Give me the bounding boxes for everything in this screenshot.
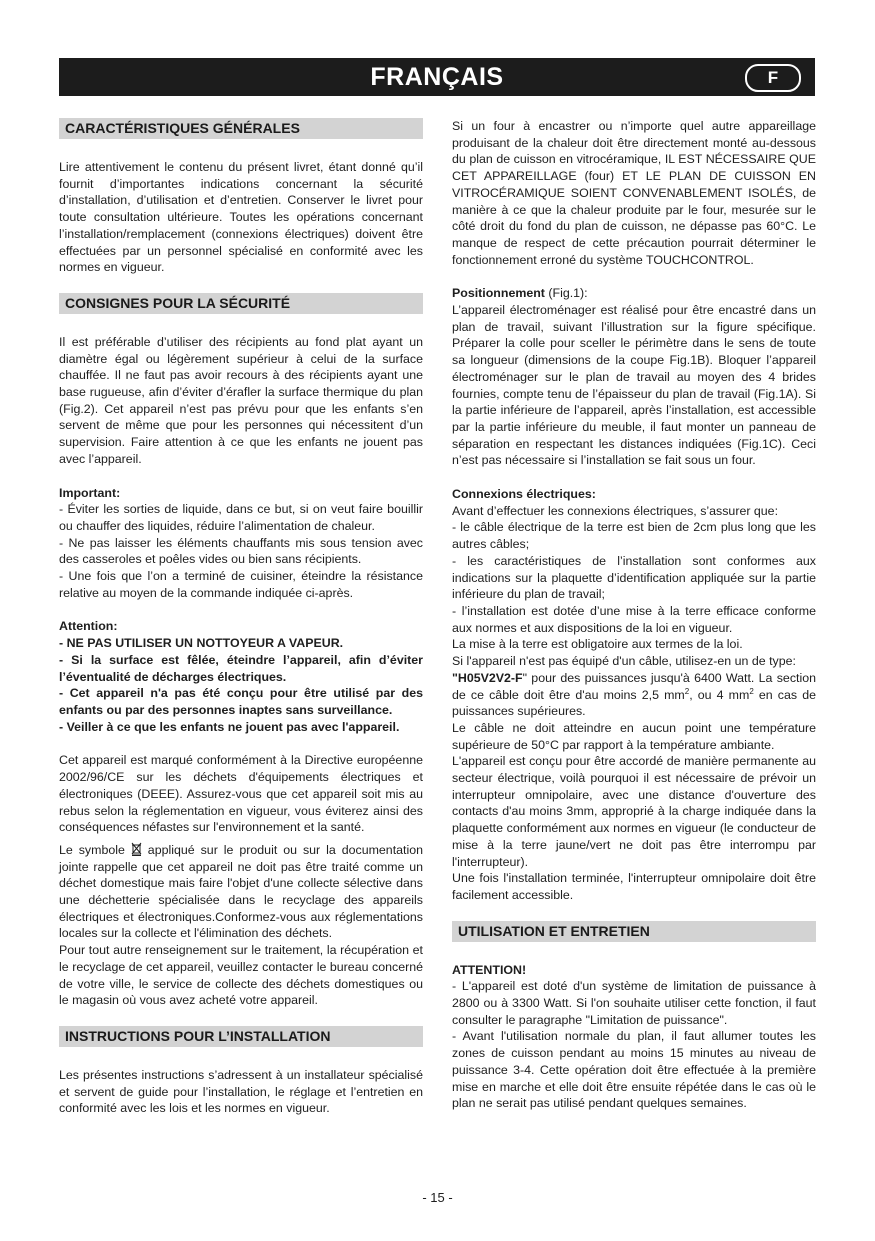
important-item-1: - Éviter les sorties de liquide, dans ce but, si on veut faire bouillir ou chauffer des liquides, réduire l’alimentation de chaleur. <box>59 502 423 533</box>
electrical-line-3: - les caractéristiques de l’installation sont conformes aux indications sur la plaquette d’identification appliquée sur la partie inférieure du plan de travail; <box>452 553 816 602</box>
electrical-line-5: La mise à la terre est obligatoire aux termes de la loi. <box>452 637 743 652</box>
right-column <box>452 118 816 1112</box>
positioning-paragraph: L’appareil électroménager est réalisé pour être encastré dans un plan de travail, suivant l’illustration sur la figure spécifique. Préparer la colle pour sceller le périmètre dans le sens de toute sa longueur (dimensions de la coupe Fig.1B). Bloquer l’appareil électroménager sur le plan de travail au moyen des 4 brides fournies, compte tenu de l’épaisseur du plan de travail (Fig.1A). Si la partie inférieure de l’appareil, après l’installation, est accessible par la partie inférieure du meuble, il faut monter un panneau de séparation en respectant les distances indiquées (Fig.1C). Ceci n’est pas nécessaire si l’installation se fait sous un four. <box>452 303 816 468</box>
safety-paragraph: Il est préférable d’utiliser des récipients au fond plat ayant un diamètre égal ou légèrement supérieur à celui de la surface chauffée. Il ne faut pas avoir recours à des récipients ayant une base rugueuse, afin d’éviter d’érafler la surface thermique du plan (Fig.2). Cet appareil n’est pas prévu pour que les enfants s’en servent de même que pour les personnes qui nécessitent d’un supervision. Faire attention à ce que les enfants ne jouent pas avec l’appareil. <box>59 334 423 466</box>
installation-paragraph: Les présentes instructions s’adressent à un installateur spécialisé et servent de guide pour l’installation, le réglage et l’entretien en conformité avec les lois et les normes en vigueur. <box>59 1067 423 1116</box>
general-paragraph: Lire attentivement le contenu du présent livret, étant donné qu’il fournit d’importantes indications concernant la sécurité d’installation, d’utilisation et d’entretien. Conserver le livret pour toute consultation ultérieure. Toutes les opérations concernant l’installation/remplacement (connexions électriques) doivent être effectuées par un personnel spécialisé en conformité avec les normes en vigueur. <box>59 160 423 275</box>
positioning-heading: Positionnement (Fig.1): <box>452 286 588 301</box>
attention-item-2: - Si la surface est fêlée, éteindre l’appareil, afin d’éviter l’éventualité de décharges électriques. <box>59 652 423 684</box>
electrical-heading: Connexions électriques: <box>452 487 596 502</box>
electrical-line-9: Une fois l'installation terminée, l'interrupteur omnipolaire doit être facilement accessible. <box>452 871 816 902</box>
page-title: FRANÇAIS <box>370 63 504 91</box>
important-item-2: - Ne pas laisser les éléments chauffants mis sous tension avec des casseroles et poêles vides ou bien sans récipients. <box>59 535 423 567</box>
deee-paragraph: Cet appareil est marqué conformément à la Directive européenne 2002/96/CE sur les déchets d'équipements électriques et électroniques (DEEE). Assurez-vous que cet appareil soit mis au rebus selon la réglementation en vigueur, vous éviterez ainsi des conséquences néfastes sur l'environnement et la santé. <box>59 753 423 835</box>
electrical-line-8: L'appareil est conçu pour être accordé de manière permanente au secteur électrique, voilà pourquoi il est nécessaire de prévoir un interrupteur omnipolaire, avec une distance d'ouverture des contacts d'au moins 3mm, approprié à la charge indiquée dans la plaquette conformément aux normes en vigueur (le conducteur de mise à la terre jaune/vert ne doit pas être interrompu par l'interrupteur). <box>452 754 816 869</box>
section-header-installation: INSTRUCTIONS POUR L’INSTALLATION <box>59 1026 423 1047</box>
attention-item-3: - Cet appareil n'a pas été conçu pour être utilisé par des enfants ou par des personnes inaptes sans surveillance. <box>59 686 423 717</box>
electrical-line-1: Avant d’effectuer les connexions électriques, s’assurer que: <box>452 503 779 518</box>
oven-insulation-paragraph: Si un four à encastrer ou n’importe quel autre appareillage produisant de la chaleur doit être directement monté au-dessous du plan de cuisson en vitrocéramique, IL EST NÉCESSAIRE QUE CET APPAREILLAGE (four) ET LE PLAN DE CUISSON EN VITROCÉRAMIQUE SOIENT CONVENABLEMENT ISOLÉS, de manière à ce que la chaleur produite par le four, mesurée sur le côté droit du fond du plan de cuisson, ne dépasse pas 60°C. Le manque de respect de cette précaution pourrait déterminer le fonctionnement erroné du système TOUCHCONTROL. <box>452 119 816 267</box>
page-number: - 15 - <box>422 1190 453 1205</box>
section-header-usage: UTILISATION ET ENTRETIEN <box>452 921 816 942</box>
usage-attention-label: ATTENTION! <box>452 962 527 977</box>
usage-item-2: - Avant l'utilisation normale du plan, il faut allumer toutes les zones de cuisson pendant au moins 15 minutes au niveau de puissance 3-4. Cette opération doit être effectuée à la première mise en marche et elle doit être ensuite répétée dans le cas où le plan ne serait pas utilisé pendant quelques semaines. <box>452 1029 816 1111</box>
language-banner <box>59 58 815 96</box>
attention-item-4: - Veiller à ce que les enfants ne jouent pas avec l'appareil. <box>59 719 400 734</box>
important-item-3: - Une fois que l’on a terminé de cuisiner, éteindre la résistance relative au moyen de la commande indiquée ci-après. <box>59 569 423 600</box>
left-column <box>59 118 423 1117</box>
attention-item-1: - NE PAS UTILISER UN NOTTOYEUR A VAPEUR. <box>59 636 344 651</box>
important-label: Important: <box>59 485 121 500</box>
attention-label: Attention: <box>59 619 118 634</box>
deee-contact-paragraph: Pour tout autre renseignement sur le traitement, la récupération et le recyclage de cet appareil, veuillez contacter le bureau concerné de votre ville, le service de collecte des déchets domestiques ou le magasin où vous avez acheté votre appareil. <box>59 943 423 1008</box>
section-header-general: CARACTÉRISTIQUES GÉNÉRALES <box>59 118 423 139</box>
language-badge: F <box>745 64 801 92</box>
electrical-line-4: - l’installation est dotée d’une mise à la terre efficace conforme aux normes et aux dispositions de la loi en vigueur. <box>452 603 816 635</box>
electrical-line-2: - le câble électrique de la terre est bien de 2cm plus long que les autres câbles; <box>452 520 816 552</box>
usage-item-1: - L'appareil est doté d'un système de limitation de puissance à 2800 ou à 3300 Watt. Si l'on souhaite utiliser cette fonction, il faut consulter le paragraphe "Limitation de puissance". <box>452 979 816 1027</box>
electrical-line-6: Si l'appareil n'est pas équipé d'un câble, utilisez-en un de type: <box>452 654 796 669</box>
crossed-bin-icon <box>131 842 142 856</box>
cable-type-paragraph: "H05V2V2-F" pour des puissances jusqu'à 6400 Watt. La section de ce câble doit être d'au moins 2,5 $mm^2$, ou 4 $mm^2$ en cas de puissances supérieures. <box>452 670 816 719</box>
section-header-safety: CONSIGNES POUR LA SÉCURITÉ <box>59 293 423 314</box>
deee-symbol-paragraph: Le symbole appliqué sur le produit ou sur la documentation jointe rappelle que cet appareil ne doit pas être traité comme un déchet domestique mais faire l'objet d'une collecte sélective dans une déchetterie spécialisée dans le recyclage des appareils électriques et électroniques.Conformez-vous aux réglementations locales sur la collecte et l'élimination des déchets. <box>59 842 424 941</box>
electrical-line-7: Le câble ne doit atteindre en aucun point une température supérieure de 50°C par rapport à la température ambiante. <box>452 720 816 752</box>
